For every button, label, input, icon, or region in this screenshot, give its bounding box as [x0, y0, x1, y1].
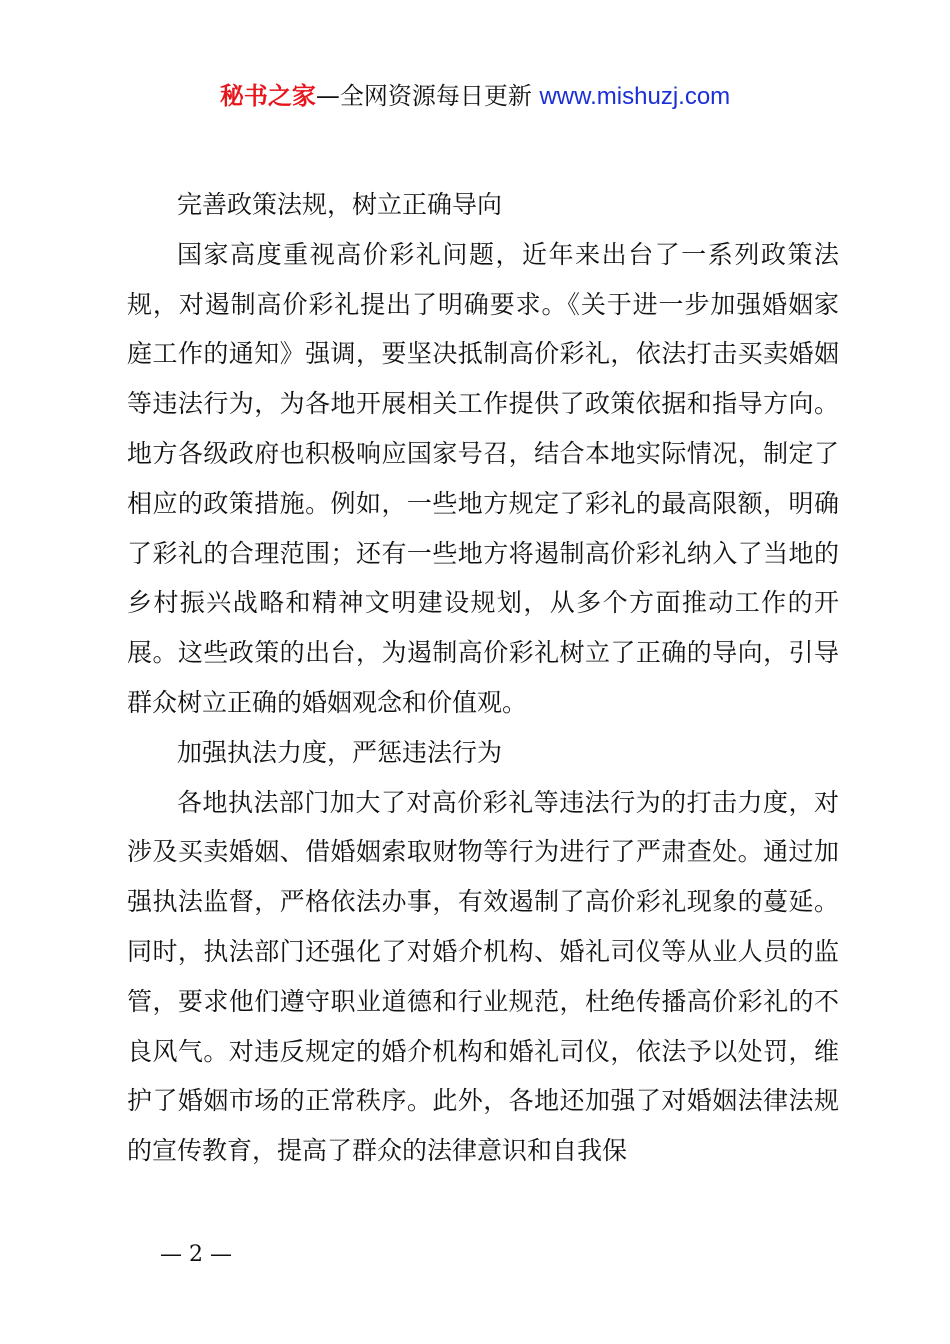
body-paragraph-enforcement: 各地执法部门加大了对高价彩礼等违法行为的打击力度，对涉及买卖婚姻、借婚姻索取财物等行为进行了严肃查处。通过加强执法监督，严格依法办事，有效遏制了高价彩礼现象的蔓延。同时，执法部门还强化了对婚介机构、婚礼司仪等从业人员的监管，要求他们遵守职业道德和行业规范，杜绝传播高价彩礼的不良风气。对违反规定的婚介机构和婚礼司仪，依法予以处罚，维护了婚姻市场的正常秩序。此外，各地还加强了对婚姻法律法规的宣传教育，提高了群众的法律意识和自我保	[127, 787, 839, 1166]
document-body	[127, 180, 839, 1176]
website-link[interactable]: www.mishuzj.com	[539, 83, 731, 110]
brand-name: 秘书之家	[219, 82, 316, 110]
page-header	[0, 80, 950, 113]
page-number: — 2 —	[160, 1242, 232, 1267]
section-heading-enforcement: 加强执法力度，严惩违法行为	[177, 737, 503, 767]
section-heading-policy: 完善政策法规，树立正确导向	[177, 190, 503, 219]
header-slogan: —全网资源每日更新	[315, 82, 540, 110]
body-paragraph-policy: 国家高度重视高价彩礼问题，近年来出台了一系列政策法规，对遏制高价彩礼提出了明确要求。《关于进一步加强婚姻家庭工作的通知》强调，要坚决抵制高价彩礼，依法打击买卖婚姻等违法行为，为各地开展相关工作提供了政策依据和指导方向。地方各级政府也积极响应国家号召，结合本地实际情况，制定了相应的政策措施。例如，一些地方规定了彩礼的最高限额，明确了彩礼的合理范围；还有一些地方将遏制高价彩礼纳入了当地的乡村振兴战略和精神文明建设规划，从多个方面推动工作的开展。这些政策的出台，为遏制高价彩礼树立了正确的导向，引导群众树立正确的婚姻观念和价值观。	[127, 239, 839, 717]
